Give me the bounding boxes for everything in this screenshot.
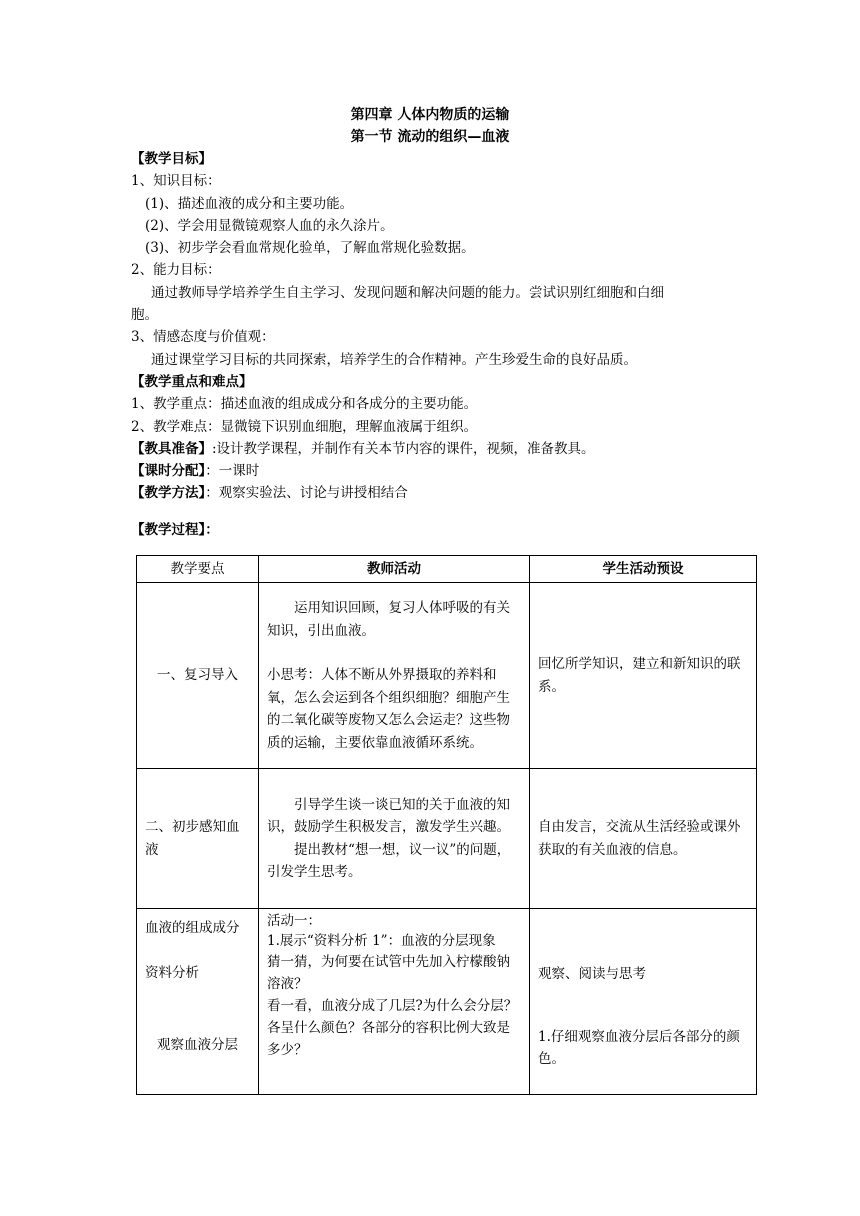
teaching-point-text: 观察血液分层 bbox=[157, 1037, 238, 1053]
teacher-activity-text: 活动一： bbox=[267, 913, 321, 929]
teacher-activity-text: 1.展示“资料分析 1”：血液的分层现象 bbox=[267, 933, 496, 949]
emotion-goals-label: 3、情感态度与价值观： bbox=[131, 329, 275, 346]
teacher-activity-text: 小思考：人体不断从外界摄取的养料和氧，怎么会运到各个组织细胞？细胞产生的二氧化碳等废物又怎么会运走？这些物质的运输，主要依靠血液循环系统。 bbox=[267, 667, 510, 751]
tools-text: :设计教学课程，并制作有关本节内容的课件，视频，准备教具。 bbox=[212, 440, 595, 457]
teaching-point-text: 血液的组成成分 bbox=[145, 920, 240, 936]
student-activity-cell: 自由发言，交流从生活经验或课外获取的有关血液的信息。 bbox=[530, 769, 757, 909]
student-activity-cell: 回忆所学知识，建立和新知识的联系。 bbox=[530, 583, 757, 769]
chapter-title: 第四章 人体内物质的运输 bbox=[350, 107, 510, 123]
knowledge-goal-item: (2)、学会用显微镜观察人血的永久涂片。 bbox=[145, 217, 394, 234]
section-title: 第一节 流动的组织—血液 bbox=[350, 129, 510, 145]
teacher-activity-cell bbox=[259, 909, 530, 1095]
knowledge-goal-item: (3)、初步学会看血常规化验单，了解血常规化验数据。 bbox=[145, 240, 475, 257]
teacher-activity-text: 提出教材“想一想，议一议”的问题，引发学生思考。 bbox=[267, 841, 511, 880]
knowledge-goals-label: 1、知识目标： bbox=[131, 173, 221, 190]
header-student-activity: 学生活动预设 bbox=[530, 556, 757, 583]
teaching-point-cell bbox=[137, 909, 259, 1095]
table-row bbox=[137, 583, 757, 769]
ability-goals-text: 通过教师导学培养学生自主学习、发现问题和解决问题的能力。尝试识别红细胞和白细 bbox=[151, 284, 664, 301]
lesson-body bbox=[131, 148, 751, 541]
teaching-difficulty: 2、教学难点：显微镜下识别血细胞，理解血液属于组织。 bbox=[131, 418, 478, 435]
method-label: 【教学方法】 bbox=[131, 485, 206, 502]
emotion-goals-text: 通过课堂学习目标的共同探索，培养学生的合作精神。产生珍爱生命的良好品质。 bbox=[151, 351, 637, 368]
teacher-activity-cell bbox=[259, 583, 530, 769]
hours-label: 【课时分配】 bbox=[131, 463, 206, 480]
teacher-activity-text: 猜一猜，为何要在试管中先加入柠檬酸钠溶液？ bbox=[267, 954, 510, 992]
tools-label: 【教具准备】 bbox=[131, 440, 212, 457]
ability-goals-label: 2、能力目标： bbox=[131, 262, 221, 279]
teaching-point-text: 资料分析 bbox=[145, 964, 199, 981]
teaching-point-cell: 二、初步感知血液 bbox=[137, 769, 259, 909]
student-activity-text: 观察、阅读与思考 bbox=[538, 966, 646, 982]
title-block bbox=[0, 104, 860, 148]
teacher-activity-text: 引导学生谈一谈已知的关于血液的知识，鼓励学生积极发言，激发学生兴趣。 bbox=[267, 796, 510, 835]
key-points-heading: 【教学重点和难点】 bbox=[131, 373, 253, 390]
table-header-row bbox=[137, 556, 757, 583]
table-row bbox=[137, 769, 757, 909]
teaching-process-table bbox=[136, 555, 757, 1095]
teaching-point-cell: 一、复习导入 bbox=[137, 583, 259, 769]
table-row bbox=[137, 909, 757, 1095]
process-heading: 【教学过程】： bbox=[131, 521, 219, 538]
goals-heading: 【教学目标】 bbox=[131, 151, 212, 167]
student-activity-text: 1.仔细观察血液分层后各部分的颜色。 bbox=[538, 1028, 740, 1067]
method-text: ：观察实验法、讨论与讲授相结合 bbox=[205, 485, 408, 502]
knowledge-goal-item: (1)、描述血液的成分和主要功能。 bbox=[145, 195, 354, 212]
student-activity-cell bbox=[530, 909, 757, 1095]
teacher-activity-text: 看一看，血液分成了几层?为什么会分层？各呈什么颜色？各部分的容积比例大致是多少？ bbox=[267, 998, 518, 1058]
header-teaching-point: 教学要点 bbox=[137, 556, 259, 583]
teaching-focus: 1、教学重点：描述血液的组成成分和各成分的主要功能。 bbox=[131, 396, 478, 413]
teacher-activity-cell bbox=[259, 769, 530, 909]
hours-text: ：一课时 bbox=[205, 463, 260, 480]
header-teacher-activity: 教师活动 bbox=[259, 556, 530, 583]
teacher-activity-text: 运用知识回顾，复习人体呼吸的有关知识，引出血液。 bbox=[267, 600, 510, 639]
ability-goals-text-cont: 胞。 bbox=[131, 307, 158, 324]
